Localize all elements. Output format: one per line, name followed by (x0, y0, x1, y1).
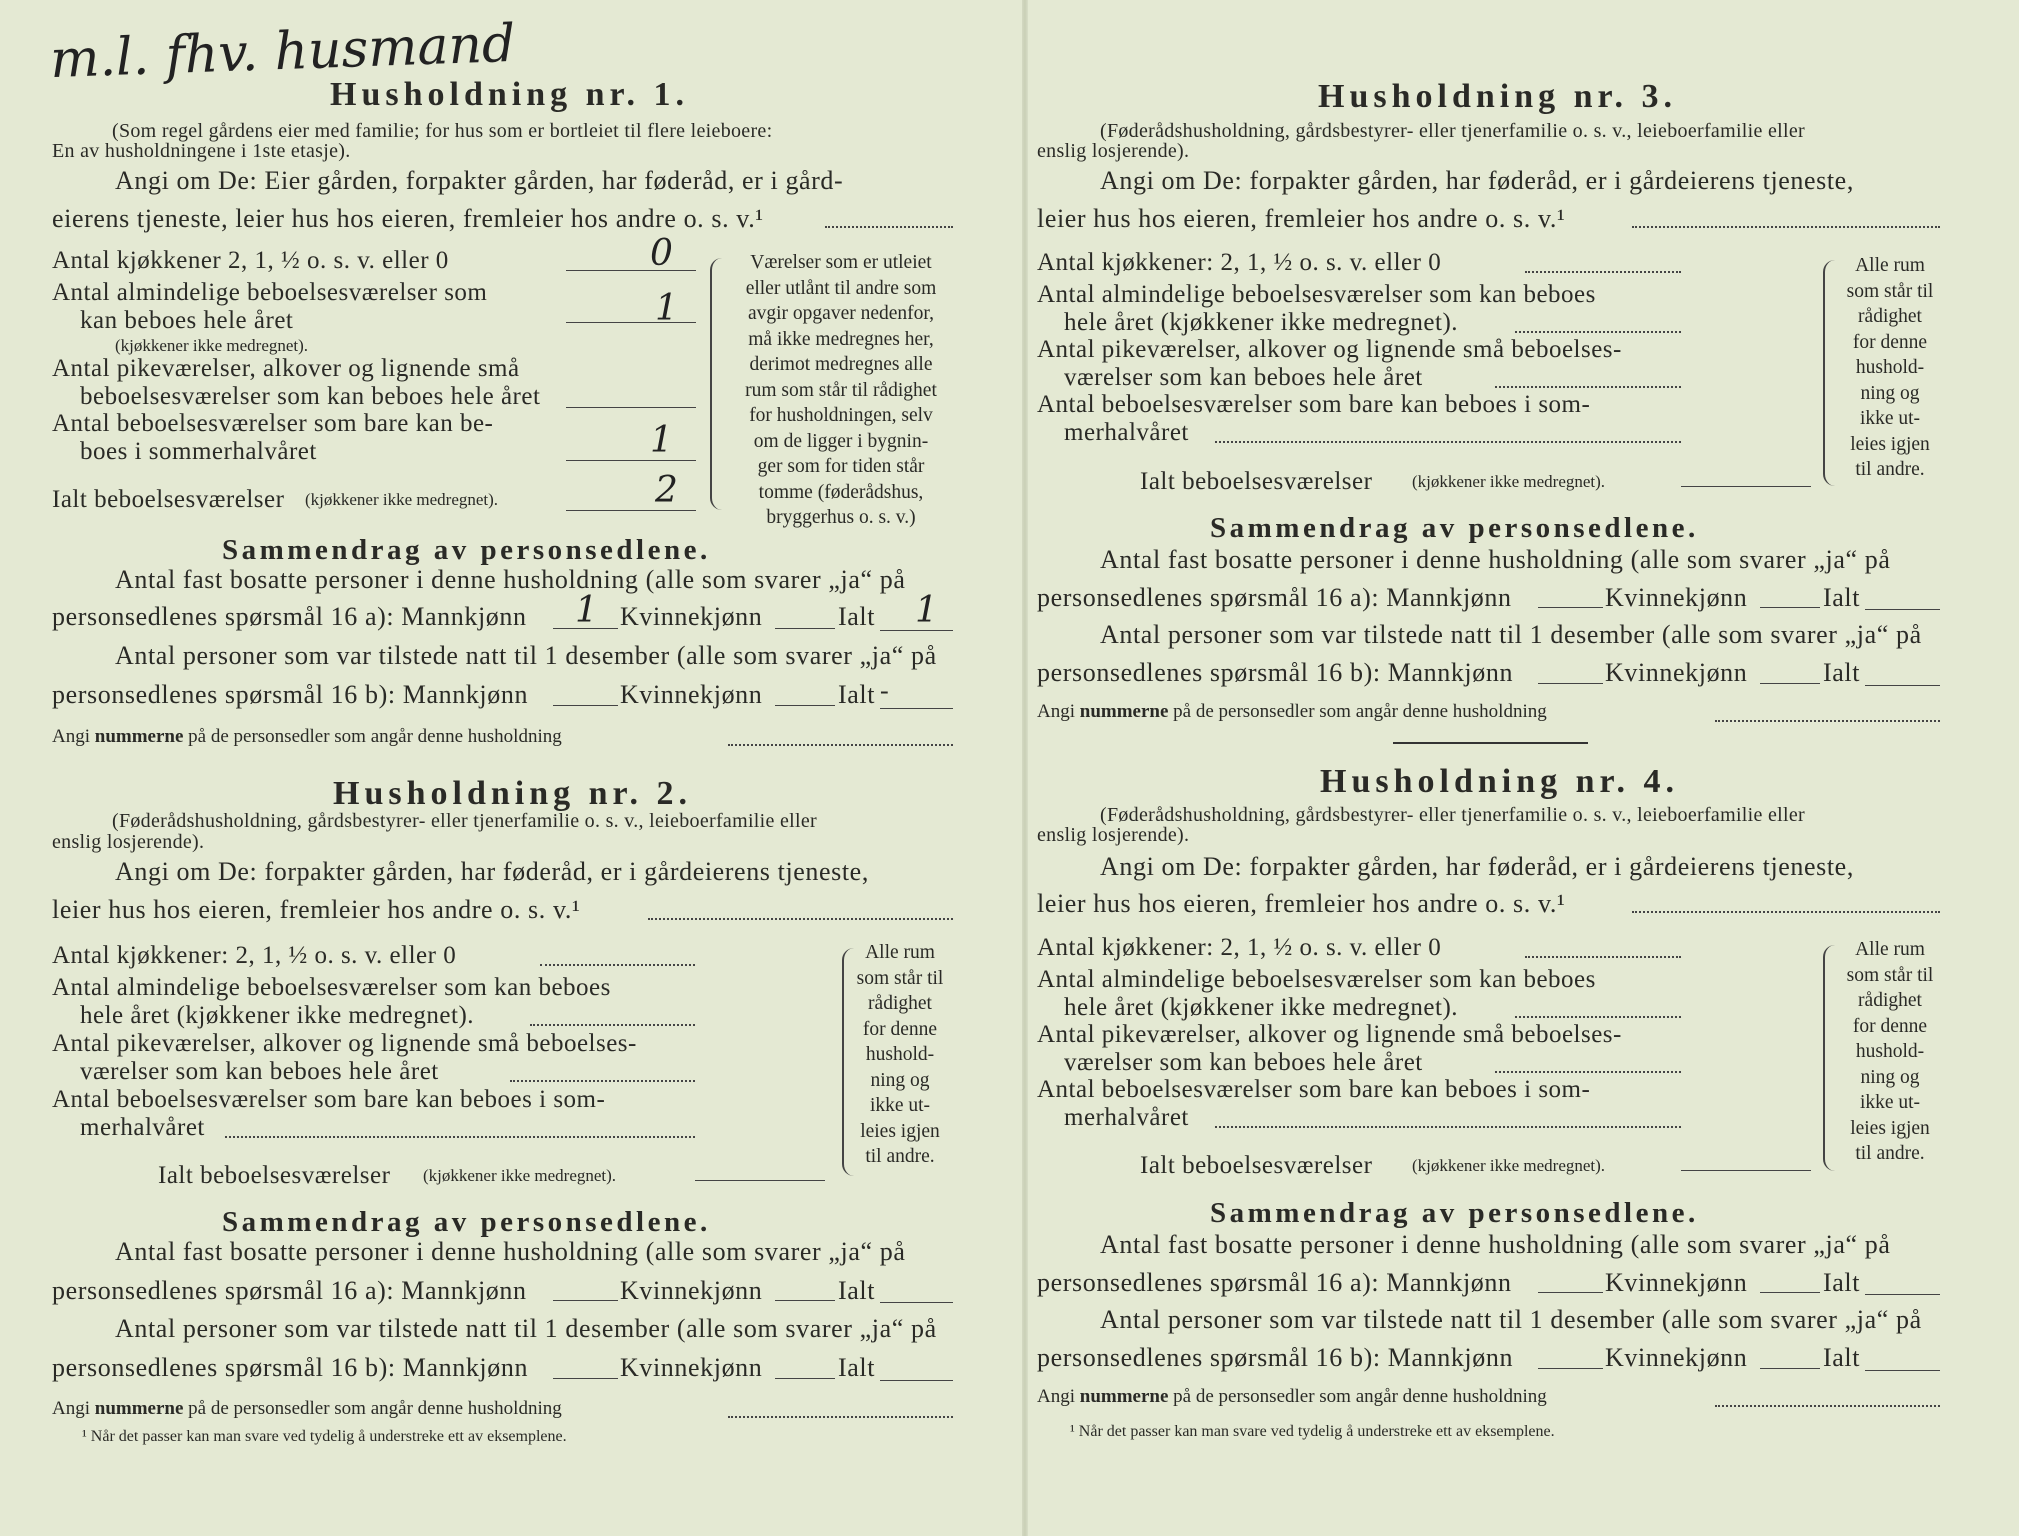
h3-tilstede-kvinne-label: Kvinnekjønn (1605, 658, 1748, 687)
household-1-angi-line2: eierens tjeneste, leier hus hos eieren, fremleier hos andre o. s. v.¹ (52, 204, 764, 233)
h2-kjokkener-label: Antal kjøkkener: 2, 1, ½ o. s. v. eller 0 (52, 942, 457, 969)
h4-side-note-line: leies igjen (1850, 1117, 1930, 1139)
h3-tilstede-line2: personsedlenes spørsmål 16 b): Mannkjønn (1037, 658, 1514, 687)
h4-sommer-label-2: merhalvåret (1064, 1104, 1189, 1131)
h1-alm-label-2: kan beboes hele året (80, 307, 294, 334)
household-4-angi-line2: leier hus hos eieren, fremleier hos andre o. s. v.¹ (1037, 889, 1566, 918)
h2-pike-label-2: værelser som kan beboes hele året (80, 1058, 439, 1085)
h3-ialt-note: (kjøkkener ikke medregnet). (1412, 472, 1606, 491)
h4-side-note-line: hushold- (1855, 1041, 1925, 1062)
h1-fast-kvinne-label: Kvinnekjønn (620, 602, 763, 631)
h2-side-note-line: som står til (856, 967, 944, 989)
h1-ialt-value: 2 (655, 470, 678, 511)
h1-tilstede-ialt-value: - (880, 676, 890, 705)
household-2-note-line2: enslig losjerende). (52, 831, 205, 853)
h1-tilstede-ialt-label: Ialt (838, 680, 876, 709)
h1-side-note-line: eller utlånt til andre som (745, 277, 937, 299)
h1-ialt-label: Ialt beboelsesværelser (52, 486, 285, 513)
h4-fast-ialt-label: Ialt (1823, 1268, 1861, 1297)
h2-side-note-line: leies igjen (860, 1120, 940, 1142)
h1-nummer-line: Angi nummerne på de personsedler som angår denne husholdning (52, 726, 562, 747)
h1-pike-label-1: Antal pikeværelser, alkover og lignende små (52, 355, 520, 382)
household-2-note-line1: (Føderådshusholdning, gårdsbestyrer- eller tjenerfamilie o. s. v., leieboerfamilie eller (112, 810, 818, 832)
h3-side-note-line: leies igjen (1850, 433, 1930, 455)
h1-side-note-line: ger som for tiden står (757, 456, 925, 477)
h2-summary-title: Sammendrag av personsedlene. (222, 1206, 711, 1238)
h2-side-note-line: til andre. (865, 1146, 935, 1167)
h2-nummer-line: Angi nummerne på de personsedler som angår denne husholdning (52, 1398, 562, 1419)
h3-tilstede-ialt-label: Ialt (1823, 658, 1861, 687)
household-2-title: Husholdning nr. 2. (333, 775, 692, 812)
household-1-title: Husholdning nr. 1. (330, 76, 689, 113)
h2-tilstede-kvinne-label: Kvinnekjønn (620, 1353, 763, 1382)
h1-fast-mann-value: 1 (575, 590, 598, 631)
h4-kjokkener-label: Antal kjøkkener: 2, 1, ½ o. s. v. eller 0 (1037, 934, 1442, 961)
h3-side-note-line: for denne (1852, 331, 1928, 353)
h4-tilstede-ialt-label: Ialt (1823, 1343, 1861, 1372)
footnote-right: ¹ Når det passer kan man svare ved tydelig å understreke ett av eksemplene. (1070, 1423, 1555, 1440)
h4-sommer-label-1: Antal beboelsesværelser som bare kan beboes i som- (1037, 1076, 1591, 1103)
h4-alm-label-1: Antal almindelige beboelsesværelser som kan beboes (1037, 966, 1596, 993)
h2-sommer-label-2: merhalvåret (80, 1114, 205, 1141)
h2-tilstede-line1: Antal personer som var tilstede natt til 1 desember (alle som svarer „ja“ på (115, 1314, 937, 1343)
h3-sommer-label-1: Antal beboelsesværelser som bare kan beboes i som- (1037, 391, 1591, 418)
h3-side-note-line: Alle rum (1855, 255, 1925, 276)
h3-side-note-line: ning og (1860, 382, 1920, 404)
h4-tilstede-line2: personsedlenes spørsmål 16 b): Mannkjønn (1037, 1343, 1514, 1372)
h1-tilstede-line2: personsedlenes spørsmål 16 b): Mannkjønn (52, 680, 529, 709)
h1-kjokkener-value: 0 (650, 233, 673, 274)
h4-tilstede-line1: Antal personer som var tilstede natt til 1 desember (alle som svarer „ja“ på (1100, 1305, 1922, 1334)
h1-side-note-line: rum som står til rådighet (745, 379, 937, 401)
h1-side-note-line: om de ligger i bygnin- (753, 430, 929, 452)
h3-ialt-label: Ialt beboelsesværelser (1140, 468, 1373, 495)
h1-alm-value: 1 (655, 288, 678, 329)
h1-side-note-line: Værelser som er utleiet (750, 252, 932, 273)
h3-fast-kvinne-label: Kvinnekjønn (1605, 583, 1748, 612)
h2-alm-label-1: Antal almindelige beboelsesværelser som kan beboes (52, 974, 611, 1001)
h3-fast-line2: personsedlenes spørsmål 16 a): Mannkjønn (1037, 583, 1512, 612)
household-3-angi-line2: leier hus hos eieren, fremleier hos andre o. s. v.¹ (1037, 204, 1566, 233)
h1-side-note-line: avgir opgaver nedenfor, (747, 303, 934, 324)
h1-ialt-note: (kjøkkener ikke medregnet). (305, 490, 499, 509)
h3-nummer-line: Angi nummerne på de personsedler som angår denne husholdning (1037, 701, 1547, 722)
household-1-note-line2: En av husholdningene i 1ste etasje). (52, 140, 351, 162)
h2-side-note-line: ikke ut- (869, 1095, 931, 1116)
h4-side-note-line: Alle rum (1855, 939, 1925, 960)
h3-summary-title: Sammendrag av personsedlene. (1210, 512, 1699, 544)
h1-fast-line2: personsedlenes spørsmål 16 a): Mannkjønn (52, 602, 527, 631)
h1-fast-ialt-value: 1 (915, 590, 938, 631)
h4-side-note-line: ning og (1860, 1066, 1920, 1088)
h3-fast-ialt-label: Ialt (1823, 583, 1861, 612)
h4-side-note-line: for denne (1852, 1015, 1928, 1037)
h2-ialt-note: (kjøkkener ikke medregnet). (423, 1166, 617, 1185)
h1-side-note-line: må ikke medregnes her, (748, 328, 934, 350)
h2-fast-kvinne-label: Kvinnekjønn (620, 1276, 763, 1305)
h2-tilstede-ialt-label: Ialt (838, 1353, 876, 1382)
h3-side-note-line: ikke ut- (1859, 408, 1921, 429)
handwritten-occupation: m.l. fhv. husmand (49, 13, 517, 91)
h2-fast-ialt-label: Ialt (838, 1276, 876, 1305)
h3-side-note (1830, 253, 1950, 483)
h2-tilstede-line2: personsedlenes spørsmål 16 b): Mannkjønn (52, 1353, 529, 1382)
h3-side-note-line: rådighet (1858, 306, 1922, 327)
h1-sommer-label-1: Antal beboelsesværelser som bare kan be- (52, 410, 494, 437)
h4-side-note-line: rådighet (1858, 990, 1922, 1011)
h4-fast-line2: personsedlenes spørsmål 16 a): Mannkjønn (1037, 1268, 1512, 1297)
h3-alm-label-2: hele året (kjøkkener ikke medregnet). (1064, 309, 1459, 336)
h1-fast-ialt-label: Ialt (838, 602, 876, 631)
h2-side-note-line: ning og (870, 1069, 930, 1091)
h2-fast-line2: personsedlenes spørsmål 16 a): Mannkjønn (52, 1276, 527, 1305)
h3-pike-label-2: værelser som kan beboes hele året (1064, 364, 1423, 391)
household-4-note-line1: (Føderådshusholdning, gårdsbestyrer- eller tjenerfamilie o. s. v., leieboerfamilie eller (1100, 804, 1806, 826)
h1-pike-label-2: beboelsesværelser som kan beboes hele året (80, 383, 541, 410)
h1-kjokkener-label: Antal kjøkkener 2, 1, ½ o. s. v. eller 0 (52, 247, 449, 274)
h1-tilstede-kvinne-label: Kvinnekjønn (620, 680, 763, 709)
h3-tilstede-line1: Antal personer som var tilstede natt til 1 desember (alle som svarer „ja“ på (1100, 620, 1922, 649)
household-1-note-line1: (Som regel gårdens eier med familie; for hus som er bortleiet til flere leieboere: (112, 120, 773, 142)
h2-side-note-line: for denne (862, 1018, 938, 1040)
h2-pike-label-1: Antal pikeværelser, alkover og lignende små beboelses- (52, 1030, 637, 1057)
h4-nummer-line: Angi nummerne på de personsedler som angår denne husholdning (1037, 1386, 1547, 1407)
household-3-title: Husholdning nr. 3. (1318, 78, 1677, 115)
h4-pike-label-2: værelser som kan beboes hele året (1064, 1049, 1423, 1076)
h2-fast-line1: Antal fast bosatte personer i denne husholdning (alle som svarer „ja“ på (115, 1237, 906, 1266)
h4-side-note-line: til andre. (1855, 1143, 1925, 1164)
h4-ialt-label: Ialt beboelsesværelser (1140, 1152, 1373, 1179)
h1-side-note-line: bryggerhus o. s. v.) (766, 507, 916, 528)
h4-summary-title: Sammendrag av personsedlene. (1210, 1197, 1699, 1229)
h1-sommer-label-2: boes i sommerhalvåret (80, 438, 317, 465)
h2-side-note (845, 940, 955, 1170)
h1-side-note-line: derimot medregnes alle (749, 354, 933, 375)
h4-tilstede-kvinne-label: Kvinnekjønn (1605, 1343, 1748, 1372)
h2-side-note-line: hushold- (865, 1044, 935, 1065)
household-3-note-line1: (Føderådshusholdning, gårdsbestyrer- eller tjenerfamilie o. s. v., leieboerfamilie eller (1100, 120, 1806, 142)
h1-tilstede-line1: Antal personer som var tilstede natt til 1 desember (alle som svarer „ja“ på (115, 641, 937, 670)
household-2-angi-line2: leier hus hos eieren, fremleier hos andre o. s. v.¹ (52, 895, 581, 924)
h2-ialt-label: Ialt beboelsesværelser (158, 1162, 391, 1189)
h3-pike-label-1: Antal pikeværelser, alkover og lignende små beboelses- (1037, 336, 1622, 363)
h3-sommer-label-2: merhalvåret (1064, 419, 1189, 446)
household-4-title: Husholdning nr. 4. (1320, 763, 1679, 800)
h4-pike-label-1: Antal pikeværelser, alkover og lignende små beboelses- (1037, 1021, 1622, 1048)
page-fold (1022, 0, 1028, 1536)
h2-sommer-label-1: Antal beboelsesværelser som bare kan beboes i som- (52, 1086, 606, 1113)
h1-side-note (726, 250, 956, 531)
household-3-note-line2: enslig losjerende). (1037, 140, 1190, 162)
household-3-angi-line1: Angi om De: forpakter gården, har føderåd, er i gårdeierens tjeneste, (1100, 166, 1854, 195)
h2-alm-label-2: hele året (kjøkkener ikke medregnet). (80, 1002, 475, 1029)
h1-side-note-line: tomme (føderådshus, (758, 481, 924, 503)
h4-ialt-note: (kjøkkener ikke medregnet). (1412, 1156, 1606, 1175)
h3-side-note-line: hushold- (1855, 357, 1925, 378)
household-4-note-line2: enslig losjerende). (1037, 824, 1190, 846)
h3-alm-label-1: Antal almindelige beboelsesværelser som kan beboes (1037, 281, 1596, 308)
section-divider (1393, 742, 1588, 744)
h1-sommer-value: 1 (650, 420, 673, 461)
h3-side-note-line: som står til (1846, 280, 1934, 302)
h4-fast-line1: Antal fast bosatte personer i denne husholdning (alle som svarer „ja“ på (1100, 1230, 1891, 1259)
h4-side-note (1830, 937, 1950, 1167)
h4-fast-kvinne-label: Kvinnekjønn (1605, 1268, 1748, 1297)
h1-side-note-line: for husholdningen, selv (749, 405, 933, 426)
household-4-angi-line1: Angi om De: forpakter gården, har føderåd, er i gårdeierens tjeneste, (1100, 852, 1854, 881)
h3-kjokkener-label: Antal kjøkkener: 2, 1, ½ o. s. v. eller 0 (1037, 249, 1442, 276)
h3-side-note-line: til andre. (1855, 459, 1925, 480)
h4-alm-label-2: hele året (kjøkkener ikke medregnet). (1064, 994, 1459, 1021)
h4-side-note-line: ikke ut- (1859, 1092, 1921, 1113)
h4-side-note-line: som står til (1846, 964, 1934, 986)
household-1-angi-line1: Angi om De: Eier gården, forpakter gården, har føderåd, er i gård- (115, 166, 844, 195)
h2-side-note-line: Alle rum (865, 942, 935, 963)
h1-fast-line1: Antal fast bosatte personer i denne husholdning (alle som svarer „ja“ på (115, 565, 906, 594)
h1-alm-label-1: Antal almindelige beboelsesværelser som (52, 279, 488, 306)
h2-side-note-line: rådighet (868, 993, 932, 1014)
h1-summary-title: Sammendrag av personsedlene. (222, 534, 711, 566)
footnote-left: ¹ Når det passer kan man svare ved tydelig å understreke ett av eksemplene. (82, 1428, 567, 1445)
h1-alm-label-3: (kjøkkener ikke medregnet). (115, 336, 309, 355)
h3-fast-line1: Antal fast bosatte personer i denne husholdning (alle som svarer „ja“ på (1100, 545, 1891, 574)
household-2-angi-line1: Angi om De: forpakter gården, har føderåd, er i gårdeierens tjeneste, (115, 857, 869, 886)
